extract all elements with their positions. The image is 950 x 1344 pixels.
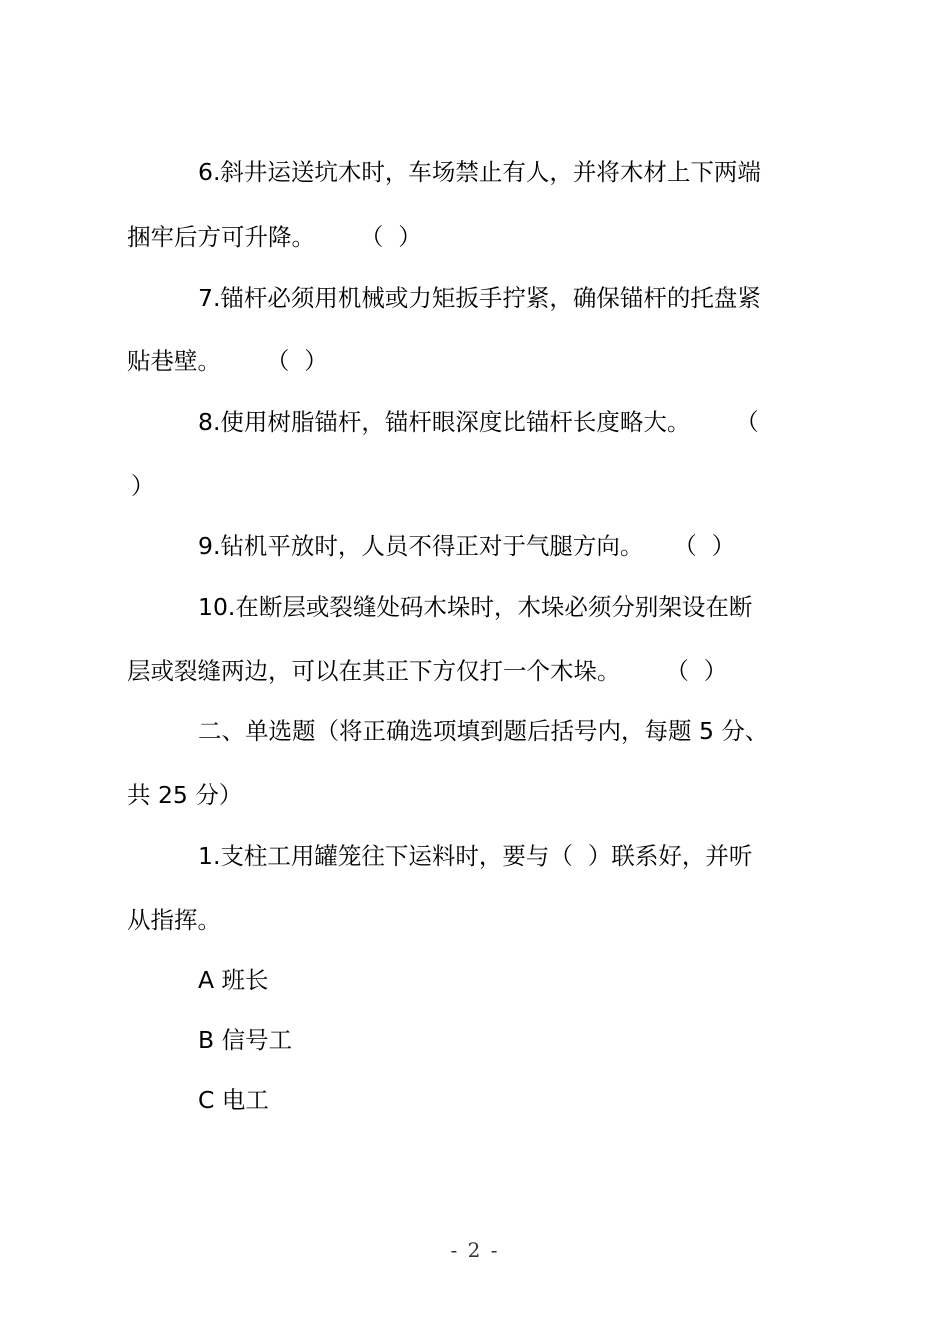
mc-question-1-line-1: 1.支柱工用罐笼往下运料时，要与（ ）联系好，并听 — [198, 842, 753, 870]
question-8-line-1: 8.使用树脂锚杆，锚杆眼深度比锚杆长度略大。 （ — [198, 408, 759, 436]
question-7-line-1: 7.锚杆必须用机械或力矩扳手拧紧，确保锚杆的托盘紧 — [198, 284, 761, 312]
question-6-line-1: 6.斜井运送坑木时，车场禁止有人，并将木材上下两端 — [198, 158, 761, 186]
option-c: C 电工 — [198, 1086, 269, 1114]
question-9-line-1: 9.钻机平放时，人员不得正对于气腿方向。 （ ） — [198, 532, 736, 560]
question-8-line-2: ） — [131, 472, 155, 500]
question-10-line-2: 层或裂缝两边，可以在其正下方仅打一个木垛。 （ ） — [127, 657, 728, 685]
question-6-line-2: 捆牢后方可升降。 （ ） — [127, 223, 422, 251]
question-7-line-2: 贴巷壁。 （ ） — [127, 347, 328, 375]
section-heading-line-1: 二、单选题（将正确选项填到题后括号内，每题 5 分、 — [198, 717, 769, 745]
option-a: A 班长 — [198, 966, 269, 994]
section-heading-line-2: 共 25 分） — [127, 781, 243, 809]
mc-question-1-line-2: 从指挥。 — [127, 906, 221, 934]
page-number: - 2 - — [450, 1238, 500, 1262]
question-10-line-1: 10.在断层或裂缝处码木垛时，木垛必须分别架设在断 — [198, 593, 753, 621]
option-b: B 信号工 — [198, 1026, 293, 1054]
